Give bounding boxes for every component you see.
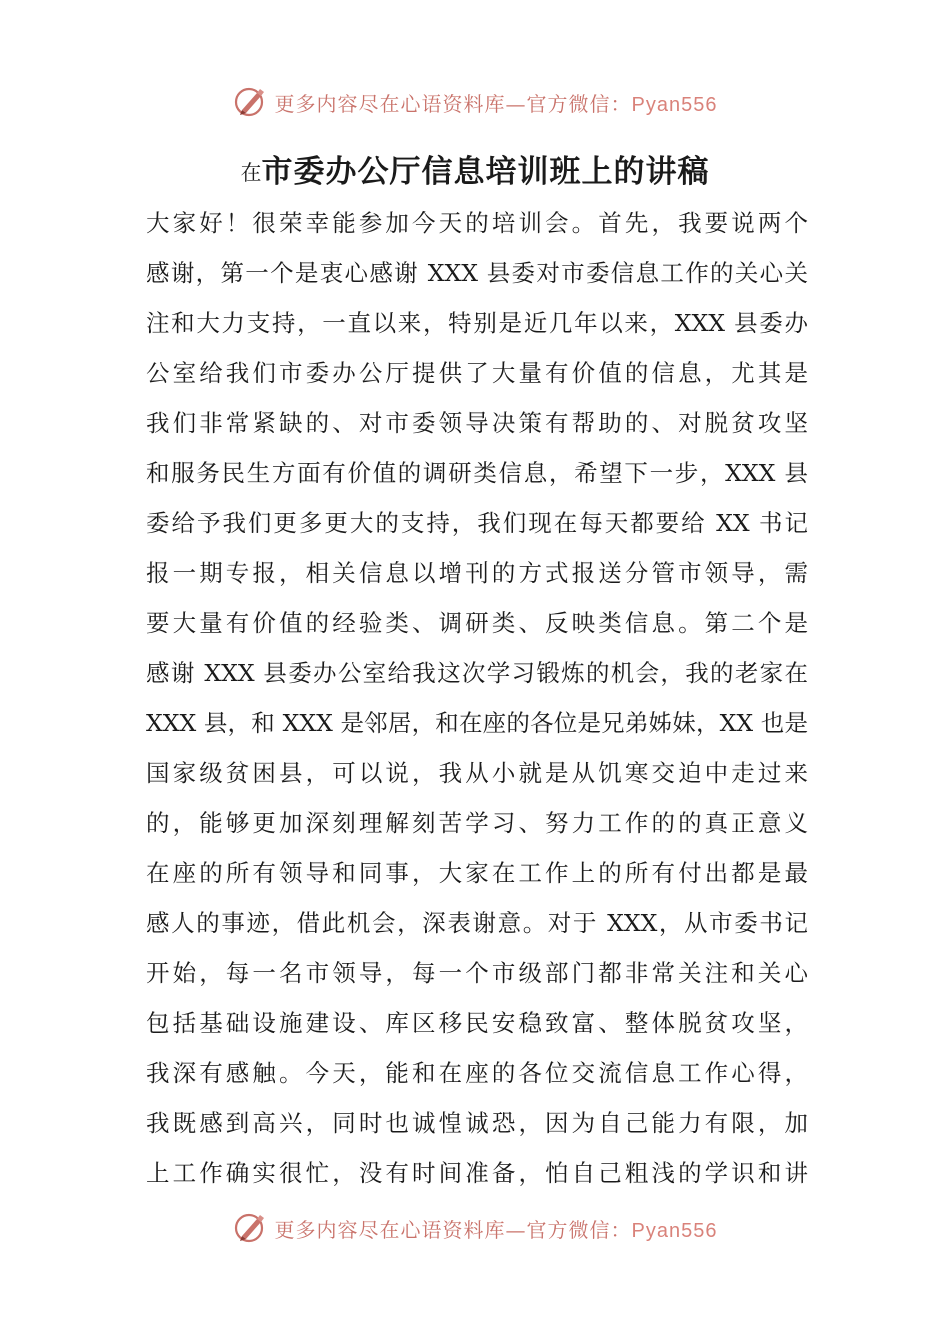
- body-line: 包括基础设施建设、库区移民安稳致富、整体脱贫攻坚，: [146, 1009, 808, 1037]
- body-line: 我深有感触。今天，能和在座的各位交流信息工作心得，: [146, 1059, 808, 1087]
- pen-logo-icon: [233, 84, 269, 120]
- body-paragraph: [146, 198, 808, 1198]
- body-line: 感谢，第一个是衷心感谢 XXX 县委对市委信息工作的关心关: [146, 259, 808, 287]
- footer-watermark-banner: [0, 1206, 950, 1250]
- body-line: 大家好！很荣幸能参加今天的培训会。首先，我要说两个: [146, 209, 808, 237]
- title-main: 市委办公厅信息培训班上的讲稿: [261, 154, 710, 190]
- body-line: XXX 县，和 XXX 是邻居，和在座的各位是兄弟姊妹，XX 也是: [146, 709, 808, 737]
- banner-text: [275, 1214, 718, 1243]
- body-line: 报一期专报，相关信息以增刊的方式报送分管市领导，需: [146, 559, 808, 587]
- body-line: 感人的事迹，借此机会，深表谢意。对于 XXX，从市委书记: [146, 909, 808, 937]
- banner-label: 更多内容尽在心语资料库—官方微信：: [274, 1217, 632, 1242]
- banner-wechat-handle: Pyan556: [631, 93, 718, 116]
- banner-text: [275, 88, 718, 117]
- body-line: 注和大力支持，一直以来，特别是近几年以来，XXX 县委办: [146, 309, 808, 337]
- header-watermark-banner: [0, 80, 950, 124]
- pen-logo-icon: [233, 1210, 269, 1246]
- title-prefix: 在: [240, 161, 262, 185]
- body-line: 国家级贫困县，可以说，我从小就是从饥寒交迫中走过来: [146, 759, 808, 787]
- body-line: 我既感到高兴，同时也诚惶诚恐，因为自己能力有限，加: [146, 1109, 808, 1137]
- banner-label: 更多内容尽在心语资料库—官方微信：: [274, 91, 632, 116]
- body-line: 公室给我们市委办公厅提供了大量有价值的信息，尤其是: [146, 359, 808, 387]
- body-line: 委给予我们更多更大的支持，我们现在每天都要给 XX 书记: [146, 509, 808, 537]
- body-line: 开始，每一名市领导，每一个市级部门都非常关注和关心: [146, 959, 808, 987]
- body-line: 要大量有价值的经验类、调研类、反映类信息。第二个是: [146, 609, 808, 637]
- body-line: 和服务民生方面有价值的调研类信息，希望下一步，XXX 县: [146, 459, 808, 487]
- banner-wechat-handle: Pyan556: [631, 1219, 718, 1242]
- body-line: 我们非常紧缺的、对市委领导决策有帮助的、对脱贫攻坚: [146, 409, 808, 437]
- body-line: 的，能够更加深刻理解刻苦学习、努力工作的的真正意义: [146, 809, 808, 837]
- document-title: [0, 146, 950, 191]
- body-line: 上工作确实很忙，没有时间准备，怕自己粗浅的学识和讲: [146, 1159, 808, 1187]
- body-line: 感谢 XXX 县委办公室给我这次学习锻炼的机会，我的老家在: [146, 659, 808, 687]
- body-line: 在座的所有领导和同事，大家在工作上的所有付出都是最: [146, 859, 808, 887]
